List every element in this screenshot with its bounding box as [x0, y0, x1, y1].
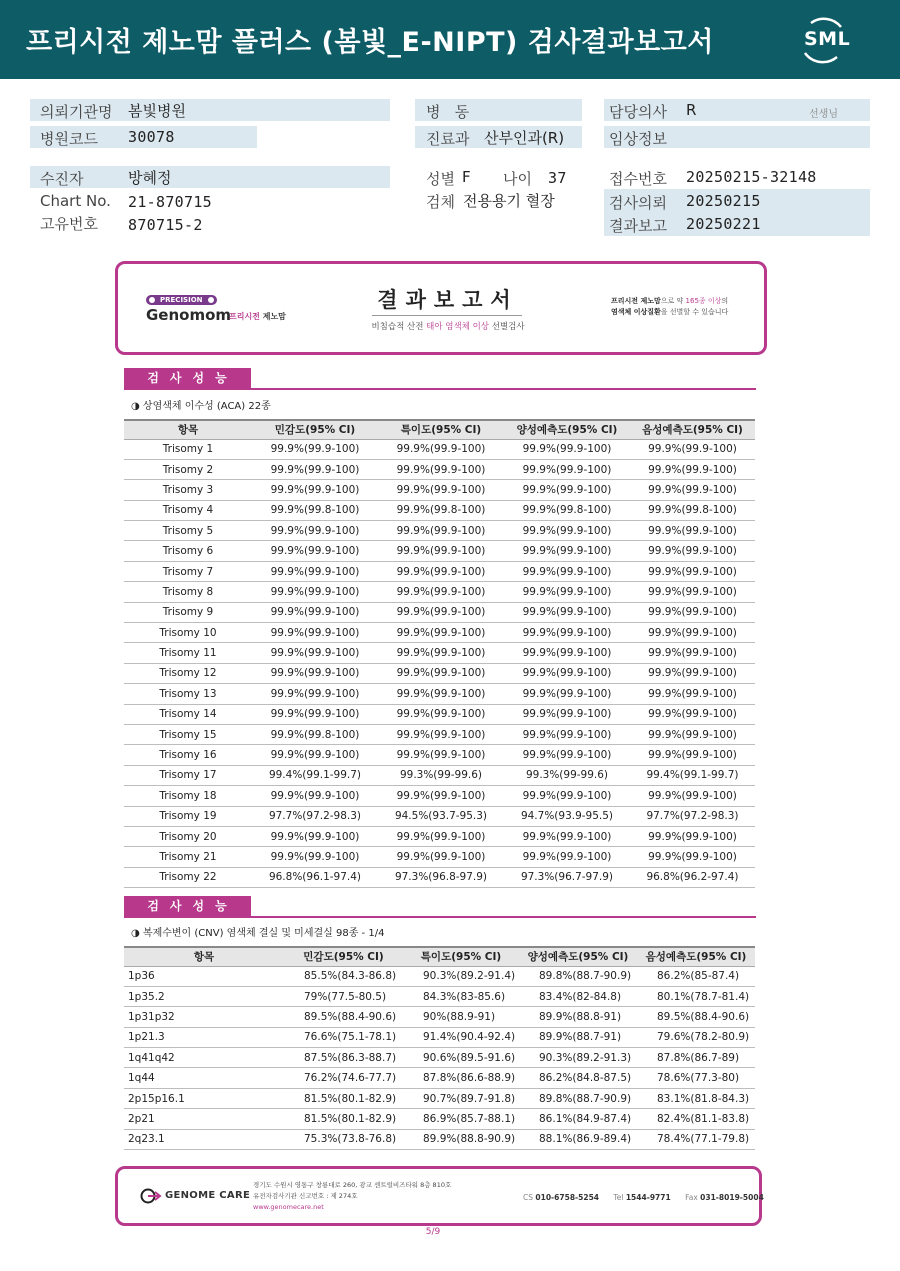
column-header: 민감도(95% CI): [284, 947, 403, 966]
metric-cell: 99.9%(99.9-100): [504, 684, 630, 704]
table-row: [124, 786, 755, 806]
metric-cell: 97.3%(96.7-97.9): [504, 867, 630, 887]
table-row: [124, 1027, 755, 1047]
metric-cell: 99.9%(99.9-100): [630, 521, 755, 541]
brand-korean-pink: 프리시전: [229, 312, 260, 321]
metric-cell: 97.7%(97.2-98.3): [252, 806, 378, 826]
table-row: [124, 541, 755, 561]
row-item-name: 2p15p16.1: [124, 1088, 284, 1108]
row-item-name: Trisomy 11: [124, 643, 252, 663]
metric-cell: 89.5%(88.4-90.6): [637, 1007, 755, 1027]
metric-cell: 99.9%(99.9-100): [252, 786, 378, 806]
metric-cell: 87.8%(86.6-88.9): [403, 1068, 519, 1088]
brand-korean: [229, 311, 286, 322]
metric-cell: 99.9%(99.9-100): [252, 541, 378, 561]
specimen-label: 검체: [426, 193, 455, 211]
metric-cell: 99.3%(99-99.6): [504, 765, 630, 785]
row-item-name: 2q23.1: [124, 1129, 284, 1149]
metric-cell: 99.9%(99.9-100): [630, 480, 755, 500]
table-row: [124, 704, 755, 724]
metric-cell: 99.9%(99.9-100): [252, 684, 378, 704]
metric-cell: 91.4%(90.4-92.4): [403, 1027, 519, 1047]
metric-cell: 76.2%(74.6-77.7): [284, 1068, 403, 1088]
metric-cell: 99.9%(99.9-100): [378, 786, 504, 806]
metric-cell: 99.9%(99.8-100): [378, 500, 504, 520]
contacts: [523, 1193, 776, 1202]
metric-cell: 99.9%(99.9-100): [504, 561, 630, 581]
column-header: 양성예측도(95% CI): [519, 947, 637, 966]
metric-cell: 99.9%(99.9-100): [252, 643, 378, 663]
row-item-name: Trisomy 16: [124, 745, 252, 765]
row-item-name: 1p36: [124, 966, 284, 986]
report-subtitle-pre: 비침습적 산전: [371, 322, 424, 332]
website-link[interactable]: www.genomecare.net: [253, 1203, 324, 1211]
metric-cell: 89.9%(88.7-91): [519, 1027, 637, 1047]
note-line-1-mid: 으로 약: [660, 297, 684, 305]
metric-cell: 99.9%(99.9-100): [504, 439, 630, 459]
uid-label: 고유번호: [40, 215, 98, 233]
metric-cell: 99.9%(99.9-100): [252, 704, 378, 724]
metric-cell: 89.9%(88.8-91): [519, 1007, 637, 1027]
metric-cell: 99.9%(99.9-100): [630, 745, 755, 765]
row-item-name: Trisomy 6: [124, 541, 252, 561]
badge-dot-right-icon: [208, 297, 214, 303]
metric-cell: 94.7%(93.9-95.5): [504, 806, 630, 826]
metric-cell: 99.9%(99.9-100): [252, 663, 378, 683]
table-row: [124, 724, 755, 744]
metric-cell: 99.9%(99.9-100): [504, 847, 630, 867]
company-name: GENOME CARE: [165, 1190, 251, 1201]
row-item-name: Trisomy 2: [124, 459, 252, 479]
column-header: 양성예측도(95% CI): [504, 420, 630, 439]
tel-label: Tel: [613, 1193, 624, 1202]
cnv-header-row: [124, 947, 755, 966]
metric-cell: 99.9%(99.9-100): [630, 561, 755, 581]
row-item-name: Trisomy 8: [124, 582, 252, 602]
row-item-name: Trisomy 22: [124, 867, 252, 887]
metric-cell: 99.9%(99.9-100): [630, 623, 755, 643]
metric-cell: 99.9%(99.9-100): [504, 541, 630, 561]
table-row: [124, 745, 755, 765]
row-item-name: Trisomy 10: [124, 623, 252, 643]
metric-cell: 99.9%(99.9-100): [378, 745, 504, 765]
uid-value: 870715-2: [128, 216, 203, 234]
sml-logo-text: SML: [804, 28, 851, 50]
doctor-suffix: 선생님: [809, 109, 838, 120]
doctor-value: R: [686, 101, 697, 119]
row-item-name: Trisomy 19: [124, 806, 252, 826]
column-header: 음성예측도(95% CI): [637, 947, 755, 966]
table-row: [124, 806, 755, 826]
metric-cell: 99.9%(99.9-100): [504, 480, 630, 500]
table-row: [124, 459, 755, 479]
metric-cell: 99.4%(99.1-99.7): [252, 765, 378, 785]
metric-cell: 99.9%(99.9-100): [504, 521, 630, 541]
ward-label: 병 동: [426, 103, 470, 121]
clinical-label: 임상정보: [609, 130, 667, 148]
row-item-name: Trisomy 17: [124, 765, 252, 785]
report-date-value: 20250221: [686, 215, 761, 233]
table-row: [124, 561, 755, 581]
aca-performance-table: [124, 419, 755, 888]
subject-value: 방혜정: [128, 169, 172, 187]
table-row: [124, 1007, 755, 1027]
metric-cell: 99.9%(99.9-100): [630, 663, 755, 683]
request-label: 검사의뢰: [609, 194, 667, 212]
metric-cell: 83.1%(81.8-84.3): [637, 1088, 755, 1108]
row-item-name: Trisomy 12: [124, 663, 252, 683]
metric-cell: 99.3%(99-99.6): [378, 765, 504, 785]
metric-cell: 99.9%(99.9-100): [252, 847, 378, 867]
hospital-code-label: 병원코드: [40, 130, 98, 148]
table-row: [124, 1088, 755, 1108]
aca-header-row: [124, 420, 755, 439]
column-header: 항목: [124, 420, 252, 439]
metric-cell: 90.3%(89.2-91.4): [403, 966, 519, 986]
column-header: 음성예측도(95% CI): [630, 420, 755, 439]
metric-cell: 89.8%(88.7-90.9): [519, 1088, 637, 1108]
report-title-underline: [372, 315, 522, 316]
row-item-name: 1q44: [124, 1068, 284, 1088]
metric-cell: 99.9%(99.9-100): [504, 826, 630, 846]
section1-underline: [124, 388, 756, 390]
table-row: [124, 663, 755, 683]
note-line-2-bold: 염색체 이상질환: [611, 308, 661, 316]
sex-value: F: [462, 168, 471, 186]
registration-line: 유전자검사기관 신고번호 : 제 274호: [253, 1192, 358, 1200]
metric-cell: 99.9%(99.9-100): [378, 724, 504, 744]
subject-row-bg: [30, 166, 390, 188]
report-banner-note: [611, 296, 728, 318]
metric-cell: 90.6%(89.5-91.6): [403, 1048, 519, 1068]
table-row: [124, 1048, 755, 1068]
row-item-name: Trisomy 21: [124, 847, 252, 867]
metric-cell: 99.9%(99.9-100): [252, 582, 378, 602]
table-row: [124, 1109, 755, 1129]
metric-cell: 99.9%(99.9-100): [630, 459, 755, 479]
chart-value: 21-870715: [128, 193, 212, 211]
metric-cell: 99.9%(99.9-100): [378, 684, 504, 704]
metric-cell: 82.4%(81.1-83.8): [637, 1109, 755, 1129]
row-item-name: 1p31p32: [124, 1007, 284, 1027]
row-item-name: Trisomy 13: [124, 684, 252, 704]
metric-cell: 97.7%(97.2-98.3): [630, 806, 755, 826]
row-item-name: Trisomy 7: [124, 561, 252, 581]
note-line-1-bold: 프리시전 제노맘: [611, 297, 661, 305]
metric-cell: 99.9%(99.9-100): [252, 561, 378, 581]
metric-cell: 99.9%(99.9-100): [252, 602, 378, 622]
row-item-name: Trisomy 5: [124, 521, 252, 541]
metric-cell: 99.9%(99.9-100): [630, 541, 755, 561]
row-item-name: Trisomy 20: [124, 826, 252, 846]
receipt-label: 접수번호: [609, 170, 667, 188]
metric-cell: 99.9%(99.9-100): [630, 826, 755, 846]
row-item-name: 1p21.3: [124, 1027, 284, 1047]
metric-cell: 99.9%(99.9-100): [378, 847, 504, 867]
metric-cell: 89.9%(88.8-90.9): [403, 1129, 519, 1149]
metric-cell: 99.9%(99.9-100): [504, 663, 630, 683]
row-item-name: 1p35.2: [124, 986, 284, 1006]
metric-cell: 99.9%(99.9-100): [378, 561, 504, 581]
table-row: [124, 439, 755, 459]
metric-cell: 99.9%(99.9-100): [504, 704, 630, 724]
section2-subtitle: ◑ 복제수변이 (CNV) 염색체 결실 및 미세결실 98종 - 1/4: [131, 928, 385, 939]
report-date-label: 결과보고: [609, 217, 667, 235]
metric-cell: 76.6%(75.1-78.1): [284, 1027, 403, 1047]
dept-value: 산부인과(R): [484, 129, 565, 147]
metric-cell: 99.4%(99.1-99.7): [630, 765, 755, 785]
metric-cell: 81.5%(80.1-82.9): [284, 1109, 403, 1129]
metric-cell: 86.1%(84.9-87.4): [519, 1109, 637, 1129]
metric-cell: 86.9%(85.7-88.1): [403, 1109, 519, 1129]
badge-dot-left-icon: [149, 297, 155, 303]
metric-cell: 99.9%(99.9-100): [378, 643, 504, 663]
metric-cell: 99.9%(99.9-100): [630, 582, 755, 602]
table-row: [124, 765, 755, 785]
chart-label: Chart No.: [40, 192, 111, 210]
dept-label: 진료과: [426, 130, 470, 148]
metric-cell: 99.9%(99.9-100): [378, 602, 504, 622]
metric-cell: 99.9%(99.9-100): [630, 704, 755, 724]
section2-tab: 검사성능: [124, 896, 251, 916]
receipt-value: 20250215-32148: [686, 168, 817, 186]
footer-banner: [115, 1166, 762, 1226]
table-row: [124, 867, 755, 887]
metric-cell: 99.9%(99.9-100): [504, 582, 630, 602]
metric-cell: 99.9%(99.9-100): [630, 724, 755, 744]
table-row: [124, 480, 755, 500]
metric-cell: 83.4%(82-84.8): [519, 986, 637, 1006]
doctor-label: 담당의사: [609, 103, 667, 121]
row-item-name: Trisomy 9: [124, 602, 252, 622]
metric-cell: 79.6%(78.2-80.9): [637, 1027, 755, 1047]
fax-label: Fax: [685, 1193, 698, 1202]
metric-cell: 99.9%(99.9-100): [378, 439, 504, 459]
metric-cell: 99.9%(99.9-100): [252, 459, 378, 479]
row-item-name: Trisomy 1: [124, 439, 252, 459]
metric-cell: 86.2%(85-87.4): [637, 966, 755, 986]
table-row: [124, 826, 755, 846]
tel-number: 1544-9771: [625, 1193, 671, 1202]
note-line-2: [611, 307, 728, 318]
age-label: 나이: [503, 170, 532, 188]
report-banner: [115, 261, 767, 355]
report-subtitle-pink: 태아 염색체 이상: [426, 322, 489, 332]
report-subtitle-post: 선별검사: [491, 322, 525, 332]
metric-cell: 85.5%(84.3-86.8): [284, 966, 403, 986]
metric-cell: 99.9%(99.9-100): [252, 439, 378, 459]
metric-cell: 89.8%(88.7-90.9): [519, 966, 637, 986]
metric-cell: 88.1%(86.9-89.4): [519, 1129, 637, 1149]
metric-cell: 99.9%(99.9-100): [504, 459, 630, 479]
metric-cell: 99.9%(99.9-100): [378, 826, 504, 846]
precision-badge-text: PRECISION: [160, 296, 203, 304]
metric-cell: 99.9%(99.9-100): [504, 643, 630, 663]
metric-cell: 97.3%(96.8-97.9): [378, 867, 504, 887]
metric-cell: 80.1%(78.7-81.4): [637, 986, 755, 1006]
metric-cell: 99.9%(99.9-100): [252, 623, 378, 643]
metric-cell: 75.3%(73.8-76.8): [284, 1129, 403, 1149]
metric-cell: 96.8%(96.1-97.4): [252, 867, 378, 887]
metric-cell: 99.9%(99.9-100): [378, 582, 504, 602]
table-row: [124, 986, 755, 1006]
section1-tab: 검사성능: [124, 368, 251, 388]
table-row: [124, 582, 755, 602]
age-value: 37: [548, 169, 567, 187]
row-item-name: 2p21: [124, 1109, 284, 1129]
fax-number: 031-8019-5004: [700, 1193, 764, 1202]
metric-cell: 99.9%(99.9-100): [630, 786, 755, 806]
metric-cell: 99.9%(99.9-100): [504, 623, 630, 643]
metric-cell: 99.9%(99.9-100): [630, 602, 755, 622]
page-title: 프리시전 제노맘 플러스 (봄빛_E-NIPT) 검사결과보고서: [26, 27, 714, 58]
metric-cell: 99.9%(99.9-100): [252, 826, 378, 846]
specimen-value: 전용용기 혈장: [463, 192, 555, 210]
metric-cell: 99.9%(99.8-100): [504, 500, 630, 520]
brand-name: Genomom: [146, 306, 232, 324]
metric-cell: 99.9%(99.9-100): [504, 724, 630, 744]
metric-cell: 87.5%(86.3-88.7): [284, 1048, 403, 1068]
institution-label: 의뢰기관명: [40, 103, 113, 121]
row-item-name: Trisomy 3: [124, 480, 252, 500]
metric-cell: 99.9%(99.8-100): [252, 724, 378, 744]
request-value: 20250215: [686, 192, 761, 210]
report-title: 결과보고서: [377, 288, 519, 312]
company-address: [253, 1180, 451, 1213]
metric-cell: 99.9%(99.9-100): [630, 439, 755, 459]
metric-cell: 99.9%(99.9-100): [630, 684, 755, 704]
metric-cell: 99.9%(99.9-100): [378, 521, 504, 541]
institution-value: 봄빛병원: [128, 102, 186, 120]
table-row: [124, 521, 755, 541]
row-item-name: Trisomy 14: [124, 704, 252, 724]
metric-cell: 99.9%(99.9-100): [630, 847, 755, 867]
row-item-name: Trisomy 4: [124, 500, 252, 520]
metric-cell: 99.9%(99.9-100): [378, 541, 504, 561]
metric-cell: 99.9%(99.9-100): [504, 786, 630, 806]
column-header: 특이도(95% CI): [403, 947, 519, 966]
metric-cell: 86.2%(84.8-87.5): [519, 1068, 637, 1088]
metric-cell: 99.9%(99.9-100): [378, 704, 504, 724]
note-line-1-post: 의: [721, 297, 729, 305]
cs-label: CS: [523, 1193, 533, 1202]
metric-cell: 99.9%(99.8-100): [252, 500, 378, 520]
column-header: 항목: [124, 947, 284, 966]
metric-cell: 90.7%(89.7-91.8): [403, 1088, 519, 1108]
row-item-name: Trisomy 15: [124, 724, 252, 744]
metric-cell: 99.9%(99.9-100): [630, 643, 755, 663]
note-line-1: [611, 296, 728, 307]
metric-cell: 99.9%(99.9-100): [378, 480, 504, 500]
table-row: [124, 643, 755, 663]
table-row: [124, 1129, 755, 1149]
table-row: [124, 1068, 755, 1088]
metric-cell: 84.3%(83-85.6): [403, 986, 519, 1006]
genome-care-logo-icon: [140, 1188, 162, 1204]
metric-cell: 79%(77.5-80.5): [284, 986, 403, 1006]
note-line-1-pink: 165종 이상: [685, 297, 722, 305]
patient-info: [0, 0, 900, 250]
metric-cell: 96.8%(96.2-97.4): [630, 867, 755, 887]
column-header: 특이도(95% CI): [378, 420, 504, 439]
metric-cell: 90.3%(89.2-91.3): [519, 1048, 637, 1068]
section1-subtitle: ◑ 상염색체 이수성 (ACA) 22종: [131, 401, 271, 412]
metric-cell: 90%(88.9-91): [403, 1007, 519, 1027]
metric-cell: 87.8%(86.7-89): [637, 1048, 755, 1068]
sex-label: 성별: [426, 170, 455, 188]
table-row: [124, 602, 755, 622]
address-line: 경기도 수원시 영통구 창룡대로 260, 광교 센트럴비즈타워 8층 810호: [253, 1181, 452, 1189]
metric-cell: 99.9%(99.9-100): [378, 663, 504, 683]
row-item-name: Trisomy 18: [124, 786, 252, 806]
metric-cell: 99.9%(99.9-100): [504, 602, 630, 622]
metric-cell: 81.5%(80.1-82.9): [284, 1088, 403, 1108]
column-header: 민감도(95% CI): [252, 420, 378, 439]
metric-cell: 89.5%(88.4-90.6): [284, 1007, 403, 1027]
note-line-2-post: 을 선별할 수 있습니다: [660, 308, 729, 316]
section2-underline: [124, 916, 756, 918]
hospital-code-value: 30078: [128, 128, 175, 146]
metric-cell: 99.9%(99.9-100): [252, 480, 378, 500]
subject-label: 수진자: [40, 170, 84, 188]
brand-korean-rest: 제노맘: [262, 312, 286, 321]
metric-cell: 99.9%(99.9-100): [378, 459, 504, 479]
row-item-name: 1q41q42: [124, 1048, 284, 1068]
metric-cell: 78.6%(77.3-80): [637, 1068, 755, 1088]
metric-cell: 99.9%(99.9-100): [378, 623, 504, 643]
metric-cell: 99.9%(99.8-100): [630, 500, 755, 520]
metric-cell: 99.9%(99.9-100): [504, 745, 630, 765]
metric-cell: 99.9%(99.9-100): [252, 745, 378, 765]
table-row: [124, 684, 755, 704]
table-row: [124, 847, 755, 867]
metric-cell: 78.4%(77.1-79.8): [637, 1129, 755, 1149]
table-row: [124, 500, 755, 520]
report-subtitle: [348, 320, 548, 332]
page-number: 5/9: [425, 1227, 441, 1237]
cs-number: 010-6758-5254: [535, 1193, 600, 1202]
cnv-performance-table: [124, 946, 755, 1150]
table-row: [124, 623, 755, 643]
metric-cell: 99.9%(99.9-100): [252, 521, 378, 541]
precision-badge: [146, 295, 217, 305]
table-row: [124, 966, 755, 986]
metric-cell: 94.5%(93.7-95.3): [378, 806, 504, 826]
